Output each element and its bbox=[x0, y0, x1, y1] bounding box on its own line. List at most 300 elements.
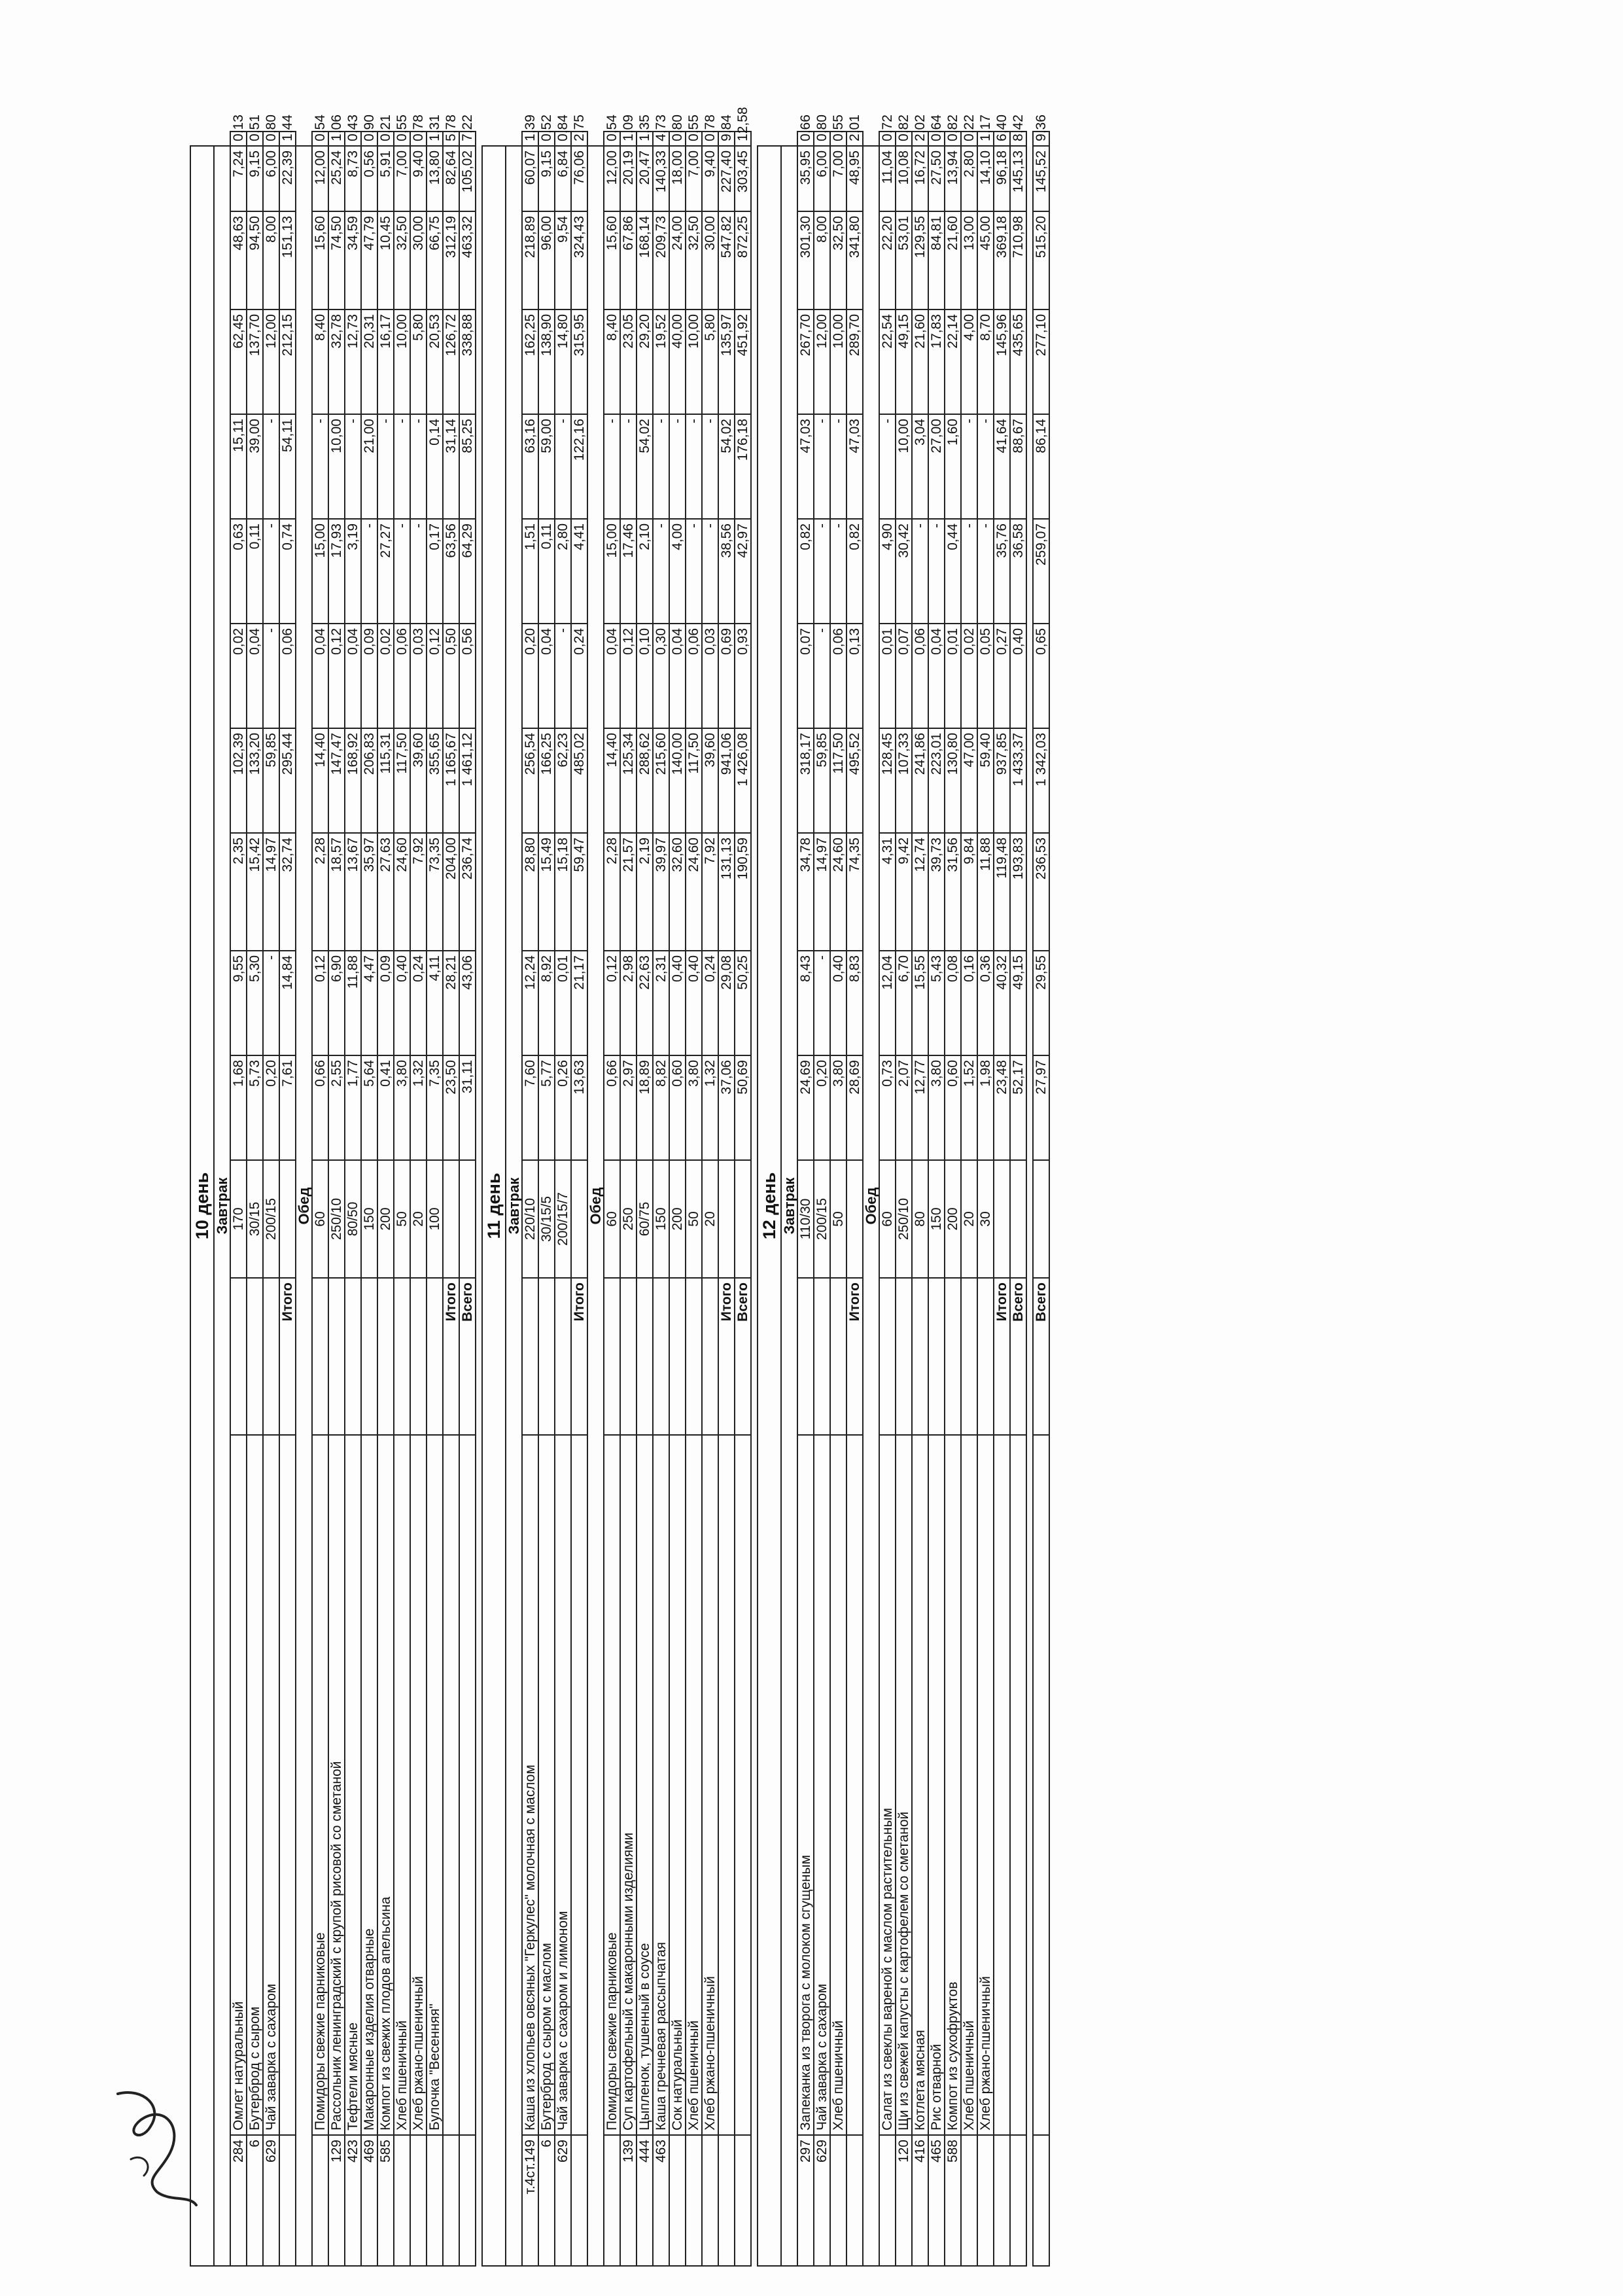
total-value: 0,06 bbox=[279, 624, 296, 728]
nutrient-value: 31,56 bbox=[945, 833, 961, 951]
nutrient-value: 62,23 bbox=[555, 728, 571, 833]
empty-cell bbox=[797, 1278, 814, 1435]
nutrient-value: 1,51 bbox=[522, 519, 538, 624]
total-value: 49,15 bbox=[1010, 951, 1026, 1055]
nutrient-value: 0,20 bbox=[263, 1055, 279, 1160]
total-value: 8,42 bbox=[1010, 132, 1026, 146]
dish-name: Сок натуральный bbox=[669, 1435, 686, 2135]
table-row bbox=[814, 132, 830, 2266]
table-row bbox=[345, 132, 361, 2266]
nutrient-value: 0,80 bbox=[814, 132, 830, 146]
nutrient-value: - bbox=[653, 414, 669, 519]
nutrient-value: - bbox=[977, 414, 994, 519]
meal-title-row bbox=[506, 132, 522, 2266]
nutrient-value: 0,84 bbox=[555, 132, 571, 146]
nutrient-value: 0,40 bbox=[669, 951, 686, 1055]
dish-name: Хлеб пшеничный bbox=[394, 1435, 410, 2135]
recipe-code: 629 bbox=[555, 2135, 571, 2266]
table-row bbox=[830, 132, 846, 2266]
meal-total-row bbox=[994, 132, 1010, 2266]
total-value: 324,43 bbox=[571, 211, 587, 309]
table-row bbox=[669, 132, 686, 2266]
nutrient-value: 7,24 bbox=[230, 146, 247, 211]
nutrient-value: 9,15 bbox=[247, 146, 263, 211]
nutrient-value: 0,01 bbox=[945, 624, 961, 728]
total-value: 5,78 bbox=[443, 132, 459, 146]
total-value: 6,40 bbox=[994, 132, 1010, 146]
nutrient-value: 4,00 bbox=[669, 519, 686, 624]
nutrient-value: 9,42 bbox=[896, 833, 912, 951]
portion-output: 80/50 bbox=[345, 1160, 361, 1278]
dish-name: Щи из свежей капусты с картофелем со сметаной bbox=[896, 1435, 912, 2135]
total-value: 0,24 bbox=[571, 624, 587, 728]
empty-cell bbox=[1010, 1160, 1026, 1278]
nutrient-value: 47,00 bbox=[961, 728, 977, 833]
total-value: 27,97 bbox=[1033, 1055, 1049, 1160]
total-value: 122,16 bbox=[571, 414, 587, 519]
dish-name: Хлеб пшеничный bbox=[686, 1435, 702, 2135]
nutrient-value: 318,17 bbox=[797, 728, 814, 833]
empty-cell bbox=[686, 1278, 702, 1435]
empty-cell bbox=[279, 1160, 296, 1278]
empty-cell bbox=[361, 1278, 377, 1435]
empty-cell bbox=[994, 1435, 1010, 2135]
nutrient-value: 1,31 bbox=[427, 132, 443, 146]
nutrient-value: 32,50 bbox=[394, 211, 410, 309]
nutrient-value: 27,63 bbox=[377, 833, 394, 951]
nutrient-value: 0,16 bbox=[961, 951, 977, 1055]
nutrient-value: 4,47 bbox=[361, 951, 377, 1055]
nutrient-value: 13,67 bbox=[345, 833, 361, 951]
nutrient-value: - bbox=[604, 414, 620, 519]
total-value: 710,98 bbox=[1010, 211, 1026, 309]
nutrient-value: 39,73 bbox=[928, 833, 945, 951]
portion-output: 200/15/7 bbox=[555, 1160, 571, 1278]
nutrient-value: 18,89 bbox=[637, 1055, 653, 1160]
dish-name: Омлет натуральный bbox=[230, 1435, 247, 2135]
table-row bbox=[653, 132, 669, 2266]
nutrient-value: - bbox=[555, 624, 571, 728]
nutrient-value: 301,30 bbox=[797, 211, 814, 309]
nutrient-value: 24,60 bbox=[830, 833, 846, 951]
nutrient-value: - bbox=[410, 414, 427, 519]
empty-cell bbox=[571, 1435, 587, 2135]
total-value: 22,39 bbox=[279, 146, 296, 211]
nutrient-value: - bbox=[263, 624, 279, 728]
nutrient-value: 0,24 bbox=[702, 951, 718, 1055]
total-value: 8,83 bbox=[846, 951, 863, 1055]
nutrient-value: 15,55 bbox=[912, 951, 928, 1055]
nutrient-value: 0,09 bbox=[361, 624, 377, 728]
nutrient-value: 32,50 bbox=[830, 211, 846, 309]
nutrient-value: 0,66 bbox=[797, 132, 814, 146]
dish-name: Хлеб ржано-пшеничный bbox=[702, 1435, 718, 2135]
portion-output: 80 bbox=[912, 1160, 928, 1278]
empty-cell bbox=[538, 1278, 555, 1435]
nutrient-value: 12,77 bbox=[912, 1055, 928, 1160]
portion-output: 200 bbox=[945, 1160, 961, 1278]
recipe-code bbox=[961, 2135, 977, 2266]
total-value: 495,52 bbox=[846, 728, 863, 833]
meal-total-row bbox=[571, 132, 587, 2266]
total-value: 295,44 bbox=[279, 728, 296, 833]
total-value: 54,02 bbox=[718, 414, 735, 519]
meal-total-row bbox=[718, 132, 735, 2266]
nutrient-value: 9,84 bbox=[961, 833, 977, 951]
nutrient-value: 12,00 bbox=[312, 146, 328, 211]
total-value: 937,85 bbox=[994, 728, 1010, 833]
total-label: Итого bbox=[571, 1278, 587, 1435]
nutrient-value: 125,34 bbox=[620, 728, 637, 833]
nutrient-value: 1,39 bbox=[522, 132, 538, 146]
total-label: Всего bbox=[1033, 1278, 1049, 1435]
nutrient-value: 32,78 bbox=[328, 309, 345, 414]
total-value: 1 165,67 bbox=[443, 728, 459, 833]
total-value: 50,25 bbox=[735, 951, 751, 1055]
nutrient-value: 0,55 bbox=[830, 132, 846, 146]
recipe-code bbox=[977, 2135, 994, 2266]
portion-output: 60 bbox=[604, 1160, 620, 1278]
recipe-code: 469 bbox=[361, 2135, 377, 2266]
recipe-code: 588 bbox=[945, 2135, 961, 2266]
nutrient-value: 9,15 bbox=[538, 146, 555, 211]
nutrient-value: 13,80 bbox=[427, 146, 443, 211]
nutrient-value: 48,63 bbox=[230, 211, 247, 309]
total-value: 289,70 bbox=[846, 309, 863, 414]
nutrient-value: 24,60 bbox=[686, 833, 702, 951]
dish-name: Бутерброд с сыром с маслом bbox=[538, 1435, 555, 2135]
nutrient-value: - bbox=[686, 414, 702, 519]
total-value: 451,92 bbox=[735, 309, 751, 414]
recipe-code: 463 bbox=[653, 2135, 669, 2266]
nutrient-value: 9,40 bbox=[702, 146, 718, 211]
table-row bbox=[312, 132, 328, 2266]
nutrient-value: - bbox=[263, 951, 279, 1055]
nutrient-value: 0,12 bbox=[312, 951, 328, 1055]
total-value: 42,97 bbox=[735, 519, 751, 624]
nutrient-value: 10,08 bbox=[896, 146, 912, 211]
meal-title-row bbox=[214, 132, 230, 2266]
total-value: 4,41 bbox=[571, 519, 587, 624]
nutrient-value: - bbox=[345, 414, 361, 519]
total-value: 14,84 bbox=[279, 951, 296, 1055]
meal-title: Обед bbox=[863, 146, 879, 2266]
nutrient-value: 11,04 bbox=[879, 146, 896, 211]
nutrient-value: 15,00 bbox=[312, 519, 328, 624]
nutrient-value: 0,14 bbox=[427, 414, 443, 519]
nutrient-value: 16,17 bbox=[377, 309, 394, 414]
dish-name: Каша гречневая рассыпчатая bbox=[653, 1435, 669, 2135]
portion-output: 170 bbox=[230, 1160, 247, 1278]
total-value: 36,58 bbox=[1010, 519, 1026, 624]
total-value: 190,59 bbox=[735, 833, 751, 951]
nutrient-value: 59,40 bbox=[977, 728, 994, 833]
total-label: Итого bbox=[846, 1278, 863, 1435]
nutrient-value: 14,10 bbox=[977, 146, 994, 211]
empty-cell bbox=[427, 1278, 443, 1435]
nutrient-value: 133,20 bbox=[247, 728, 263, 833]
empty-cell bbox=[1010, 1435, 1026, 2135]
nutrient-value: 5,80 bbox=[702, 309, 718, 414]
empty-cell bbox=[345, 1278, 361, 1435]
empty-cell bbox=[637, 1278, 653, 1435]
empty-cell bbox=[702, 1278, 718, 1435]
nutrient-value: 0,41 bbox=[377, 1055, 394, 1160]
nutrient-value: - bbox=[312, 414, 328, 519]
nutrient-value: 0,80 bbox=[669, 132, 686, 146]
nutrient-value: 11,88 bbox=[345, 951, 361, 1055]
handwritten-signature bbox=[105, 2081, 209, 2212]
total-value: 872,25 bbox=[735, 211, 751, 309]
total-value: 9,36 bbox=[1033, 132, 1049, 146]
empty-cell bbox=[735, 1435, 751, 2135]
recipe-code bbox=[686, 2135, 702, 2266]
portion-output: 250/10 bbox=[328, 1160, 345, 1278]
total-value: 35,76 bbox=[994, 519, 1010, 624]
empty-cell bbox=[279, 1435, 296, 2135]
nutrient-value: 0,04 bbox=[312, 624, 328, 728]
nutrient-value: 0,06 bbox=[912, 624, 928, 728]
nutrient-value: 6,84 bbox=[555, 146, 571, 211]
portion-output: 30/15 bbox=[247, 1160, 263, 1278]
nutrient-value: 1,32 bbox=[702, 1055, 718, 1160]
nutrient-value: 267,70 bbox=[797, 309, 814, 414]
nutrient-value: 8,73 bbox=[345, 146, 361, 211]
total-value: 1,44 bbox=[279, 132, 296, 146]
nutrient-value: 30,00 bbox=[410, 211, 427, 309]
dish-name: Бутерброд с сыром bbox=[247, 1435, 263, 2135]
nutrient-value: - bbox=[394, 519, 410, 624]
total-value: 227,40 bbox=[718, 146, 735, 211]
total-value: 29,55 bbox=[1033, 951, 1049, 1055]
spacer-row bbox=[751, 132, 758, 2266]
portion-output: 150 bbox=[653, 1160, 669, 1278]
nutrient-value: 14,97 bbox=[814, 833, 830, 951]
nutrient-value: 73,35 bbox=[427, 833, 443, 951]
nutrient-value: 137,70 bbox=[247, 309, 263, 414]
nutrient-value: 29,20 bbox=[637, 309, 653, 414]
nutrient-value: 20,47 bbox=[637, 146, 653, 211]
nutrient-value: - bbox=[620, 414, 637, 519]
nutrient-value: 14,97 bbox=[263, 833, 279, 951]
nutrient-value: 0,07 bbox=[797, 624, 814, 728]
recipe-code bbox=[702, 2135, 718, 2266]
portion-output: 20 bbox=[702, 1160, 718, 1278]
total-value: 204,00 bbox=[443, 833, 459, 951]
dish-name: Компот из свежих плодов апельсина bbox=[377, 1435, 394, 2135]
nutrient-value: 0,63 bbox=[230, 519, 247, 624]
table-row bbox=[427, 132, 443, 2266]
empty-cell bbox=[994, 2135, 1010, 2266]
total-value: 151,13 bbox=[279, 211, 296, 309]
total-value: 28,21 bbox=[443, 951, 459, 1055]
meal-title-row bbox=[296, 132, 312, 2266]
recipe-code: 585 bbox=[377, 2135, 394, 2266]
meal-title: Завтрак bbox=[214, 146, 230, 2266]
nutrient-value: 30,00 bbox=[702, 211, 718, 309]
dish-name: Хлеб пшеничный bbox=[830, 1435, 846, 2135]
day-grand-total-row bbox=[1010, 132, 1026, 2266]
nutrient-value: 13,00 bbox=[961, 211, 977, 309]
table-row bbox=[912, 132, 928, 2266]
nutrient-value: 0,60 bbox=[669, 1055, 686, 1160]
nutrient-value: 0,07 bbox=[896, 624, 912, 728]
empty-cell bbox=[620, 1278, 637, 1435]
empty-cell bbox=[912, 1278, 928, 1435]
nutrient-value: 12,74 bbox=[912, 833, 928, 951]
nutrient-value: 10,45 bbox=[377, 211, 394, 309]
nutrient-value: 0,04 bbox=[345, 624, 361, 728]
nutrient-value: 8,40 bbox=[312, 309, 328, 414]
nutrient-value: 12,24 bbox=[522, 951, 538, 1055]
nutrient-value: 2,28 bbox=[312, 833, 328, 951]
total-label: Итого bbox=[718, 1278, 735, 1435]
day-title-row bbox=[758, 132, 781, 2266]
nutrient-value: 2,10 bbox=[637, 519, 653, 624]
nutrient-value: 7,00 bbox=[686, 146, 702, 211]
total-value: 0,56 bbox=[459, 624, 476, 728]
nutrient-value: 0,02 bbox=[377, 624, 394, 728]
nutrient-value: 168,92 bbox=[345, 728, 361, 833]
nutrient-value: 138,90 bbox=[538, 309, 555, 414]
nutrient-value: 0,12 bbox=[604, 951, 620, 1055]
total-value: 0,65 bbox=[1033, 624, 1049, 728]
total-value: 7,22 bbox=[459, 132, 476, 146]
total-value: 76,06 bbox=[571, 146, 587, 211]
nutrient-value: 0,12 bbox=[328, 624, 345, 728]
dish-name: Компот из сухофруктов bbox=[945, 1435, 961, 2135]
nutrient-value: 0,03 bbox=[702, 624, 718, 728]
nutrient-value: 15,60 bbox=[604, 211, 620, 309]
table-row bbox=[604, 132, 620, 2266]
nutrient-value: 40,00 bbox=[669, 309, 686, 414]
total-value: 236,74 bbox=[459, 833, 476, 951]
nutrient-value: 7,92 bbox=[410, 833, 427, 951]
total-value: 31,11 bbox=[459, 1055, 476, 1160]
nutrient-value: 27,00 bbox=[928, 414, 945, 519]
empty-cell bbox=[994, 1160, 1010, 1278]
nutrient-value: - bbox=[653, 519, 669, 624]
portion-output: 50 bbox=[686, 1160, 702, 1278]
nutrient-value: 10,00 bbox=[896, 414, 912, 519]
nutrient-value: 0,55 bbox=[394, 132, 410, 146]
table-row bbox=[410, 132, 427, 2266]
recipe-code: 6 bbox=[247, 2135, 263, 2266]
total-value: 82,64 bbox=[443, 146, 459, 211]
nutrient-value: 8,40 bbox=[604, 309, 620, 414]
total-value: 341,80 bbox=[846, 211, 863, 309]
total-value: 369,18 bbox=[994, 211, 1010, 309]
total-value: 176,18 bbox=[735, 414, 751, 519]
total-value: 941,06 bbox=[718, 728, 735, 833]
nutrient-value: 15,18 bbox=[555, 833, 571, 951]
dish-name: Помидоры свежие парниковые bbox=[312, 1435, 328, 2135]
nutrient-value: 7,92 bbox=[702, 833, 718, 951]
table-row bbox=[977, 132, 994, 2266]
table-row bbox=[247, 132, 263, 2266]
nutrient-value: 74,50 bbox=[328, 211, 345, 309]
nutrient-value: 0,66 bbox=[312, 1055, 328, 1160]
total-value: 515,20 bbox=[1033, 211, 1049, 309]
nutrient-value: 128,45 bbox=[879, 728, 896, 833]
dish-name: Суп картофельный с макаронными изделиями bbox=[620, 1435, 637, 2135]
empty-cell bbox=[410, 1278, 427, 1435]
nutrient-value: 39,97 bbox=[653, 833, 669, 951]
meal-title: Завтрак bbox=[781, 146, 797, 2266]
dish-name: Котлета мясная bbox=[912, 1435, 928, 2135]
empty-cell bbox=[814, 1278, 830, 1435]
total-value: 2,75 bbox=[571, 132, 587, 146]
nutrient-value: 22,54 bbox=[879, 309, 896, 414]
nutrient-value: 0,10 bbox=[637, 624, 653, 728]
nutrient-value: 18,57 bbox=[328, 833, 345, 951]
meal-title: Завтрак bbox=[506, 146, 522, 2266]
nutrient-value: 39,60 bbox=[410, 728, 427, 833]
recipe-code: 629 bbox=[263, 2135, 279, 2266]
nutrient-value: 0,21 bbox=[377, 132, 394, 146]
nutrient-value: 0,26 bbox=[555, 1055, 571, 1160]
portion-output: 20 bbox=[961, 1160, 977, 1278]
nutrient-value: 3,80 bbox=[830, 1055, 846, 1160]
nutrient-value: 59,00 bbox=[538, 414, 555, 519]
recipe-code bbox=[427, 2135, 443, 2266]
nutrient-value: 9,40 bbox=[410, 146, 427, 211]
nutrient-value: 6,90 bbox=[328, 951, 345, 1055]
nutrient-value: 117,50 bbox=[394, 728, 410, 833]
total-value: 0,69 bbox=[718, 624, 735, 728]
empty-cell bbox=[279, 2135, 296, 2266]
nutrient-value: 0,20 bbox=[522, 624, 538, 728]
empty-cell bbox=[1033, 2135, 1049, 2266]
total-value: 0,82 bbox=[846, 519, 863, 624]
total-value: 31,14 bbox=[443, 414, 459, 519]
empty-cell bbox=[735, 1160, 751, 1278]
nutrient-value: 1,98 bbox=[977, 1055, 994, 1160]
empty-cell bbox=[830, 1278, 846, 1435]
total-value: 303,45 bbox=[735, 146, 751, 211]
total-value: 7,61 bbox=[279, 1055, 296, 1160]
nutrient-value: 6,70 bbox=[896, 951, 912, 1055]
nutrient-value: 117,50 bbox=[830, 728, 846, 833]
total-value: 88,67 bbox=[1010, 414, 1026, 519]
empty-cell bbox=[735, 2135, 751, 2266]
nutrient-value: 47,79 bbox=[361, 211, 377, 309]
recipe-code: 139 bbox=[620, 2135, 637, 2266]
total-value: 0,50 bbox=[443, 624, 459, 728]
nutrient-value: 35,95 bbox=[797, 146, 814, 211]
portion-output: 20 bbox=[410, 1160, 427, 1278]
portion-output: 220/10 bbox=[522, 1160, 538, 1278]
table-row bbox=[394, 132, 410, 2266]
nutrient-value: 16,72 bbox=[912, 146, 928, 211]
nutrient-value: 47,03 bbox=[797, 414, 814, 519]
table-row bbox=[522, 132, 538, 2266]
nutrient-value: 15,60 bbox=[312, 211, 328, 309]
table-row bbox=[879, 132, 896, 2266]
day-title: 12 день bbox=[758, 146, 781, 2266]
meal-title-row bbox=[863, 132, 879, 2266]
nutrient-value: 0,12 bbox=[620, 624, 637, 728]
nutrient-value: 0,08 bbox=[945, 951, 961, 1055]
dish-name: Помидоры свежие парниковые bbox=[604, 1435, 620, 2135]
empty-cell bbox=[604, 1278, 620, 1435]
total-value: 145,96 bbox=[994, 309, 1010, 414]
nutrient-value: 21,60 bbox=[945, 211, 961, 309]
recipe-code: 423 bbox=[345, 2135, 361, 2266]
nutrient-value: 9,54 bbox=[555, 211, 571, 309]
nutrient-value: 30,42 bbox=[896, 519, 912, 624]
portion-output: 200/15 bbox=[814, 1160, 830, 1278]
